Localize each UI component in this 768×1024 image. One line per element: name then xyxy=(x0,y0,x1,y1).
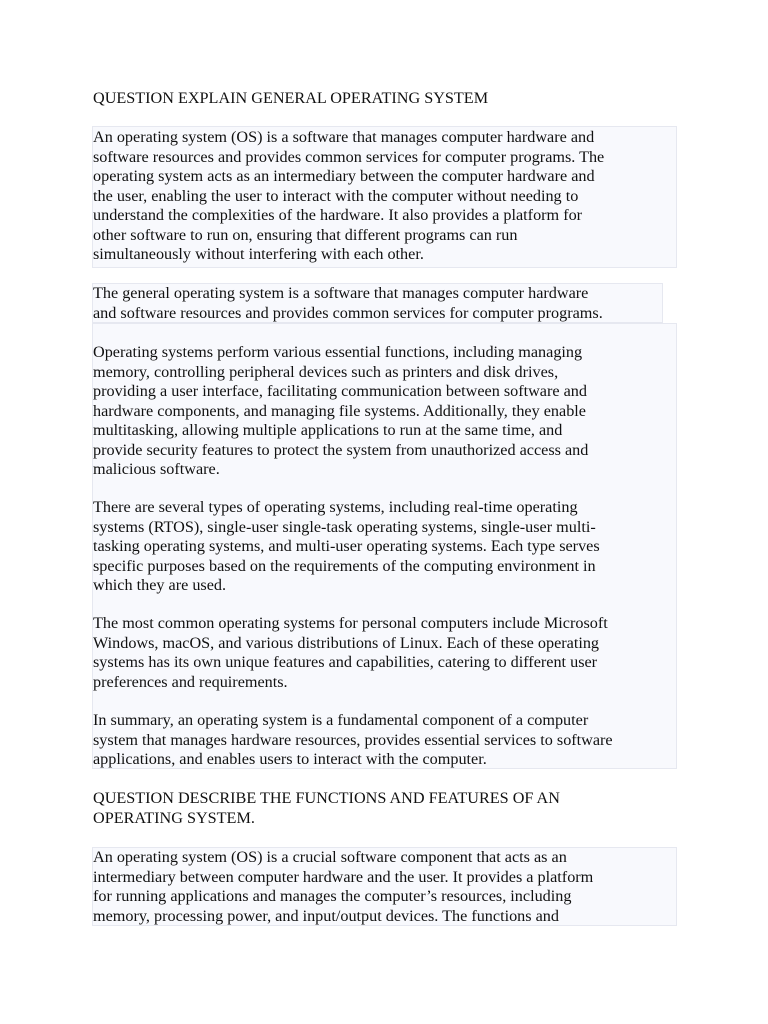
text-line: operating system acts as an intermediary between the computer hardware and xyxy=(93,167,595,185)
q1-paragraph-5 xyxy=(93,614,608,692)
q1-paragraph-3 xyxy=(93,343,588,480)
text-line: Windows, macOS, and various distributions of Linux. Each of these operating xyxy=(93,633,600,652)
text-line: tasking operating systems, and multi-user operating systems. Each type serves xyxy=(93,537,600,555)
text-line: The most common operating systems for personal computers include Microsoft xyxy=(93,614,608,632)
text-line: simultaneously without interfering with each other. xyxy=(93,245,424,263)
text-line: provide security features to protect the system from unauthorized access and xyxy=(93,440,589,459)
q1-paragraph-1 xyxy=(93,128,604,265)
question-2-heading xyxy=(93,788,560,828)
text-line: Operating systems perform various essential functions, including managing xyxy=(93,343,583,361)
text-line: and software resources and provides common services for computer programs. xyxy=(93,303,603,322)
text-line: applications, and enables users to interact with the computer. xyxy=(93,750,487,768)
text-line: In summary, an operating system is a fundamental component of a computer xyxy=(93,711,589,729)
text-line: system that manages hardware resources, provides essential services to software xyxy=(93,730,613,749)
question-1-heading: QUESTION EXPLAIN GENERAL OPERATING SYSTEM xyxy=(93,89,489,107)
text-line: multitasking, allowing multiple applications to run at the same time, and xyxy=(93,421,563,439)
text-line: malicious software. xyxy=(93,460,220,478)
text-line: memory, controlling peripheral devices such as printers and disk drives, xyxy=(93,362,559,381)
text-line: preferences and requirements. xyxy=(93,672,288,691)
text-line: the user, enabling the user to interact with the computer without needing to xyxy=(93,186,579,205)
text-line: specific purposes based on the requirements of the computing environment in xyxy=(93,556,596,575)
text-line: An operating system (OS) is a crucial software component that acts as an xyxy=(93,848,567,866)
text-line: hardware components, and managing file systems. Additionally, they enable xyxy=(93,401,586,420)
text-line: intermediary between computer hardware and the user. It provides a platform xyxy=(93,867,594,886)
text-line: software resources and provides common services for computer programs. The xyxy=(93,147,605,166)
q1-paragraph-6 xyxy=(93,711,613,770)
heading-line: OPERATING SYSTEM. xyxy=(93,809,255,827)
text-line: which they are used. xyxy=(93,576,227,594)
text-line: memory, processing power, and input/output devices. The functions and xyxy=(93,906,559,925)
text-line: systems has its own unique features and capabilities, catering to different user xyxy=(93,653,598,671)
text-line: An operating system (OS) is a software that manages computer hardware and xyxy=(93,128,595,146)
text-line: other software to run on, ensuring that different programs can run xyxy=(93,225,518,244)
heading-line: QUESTION DESCRIBE THE FUNCTIONS AND FEATURES OF AN xyxy=(93,789,560,807)
q1-paragraph-4 xyxy=(93,498,600,596)
text-line: systems (RTOS), single-user single-task operating systems, single-user multi- xyxy=(93,517,596,536)
q1-paragraph-2 xyxy=(93,284,603,323)
text-line: The general operating system is a software that manages computer hardware xyxy=(93,284,589,302)
text-line: for running applications and manages the computer’s resources, including xyxy=(93,887,572,905)
q2-paragraph-1 xyxy=(93,848,593,926)
text-line: understand the complexities of the hardware. It also provides a platform for xyxy=(93,206,583,224)
text-line: providing a user interface, facilitating communication between software and xyxy=(93,382,587,400)
text-line: There are several types of operating systems, including real-time operating xyxy=(93,498,578,516)
